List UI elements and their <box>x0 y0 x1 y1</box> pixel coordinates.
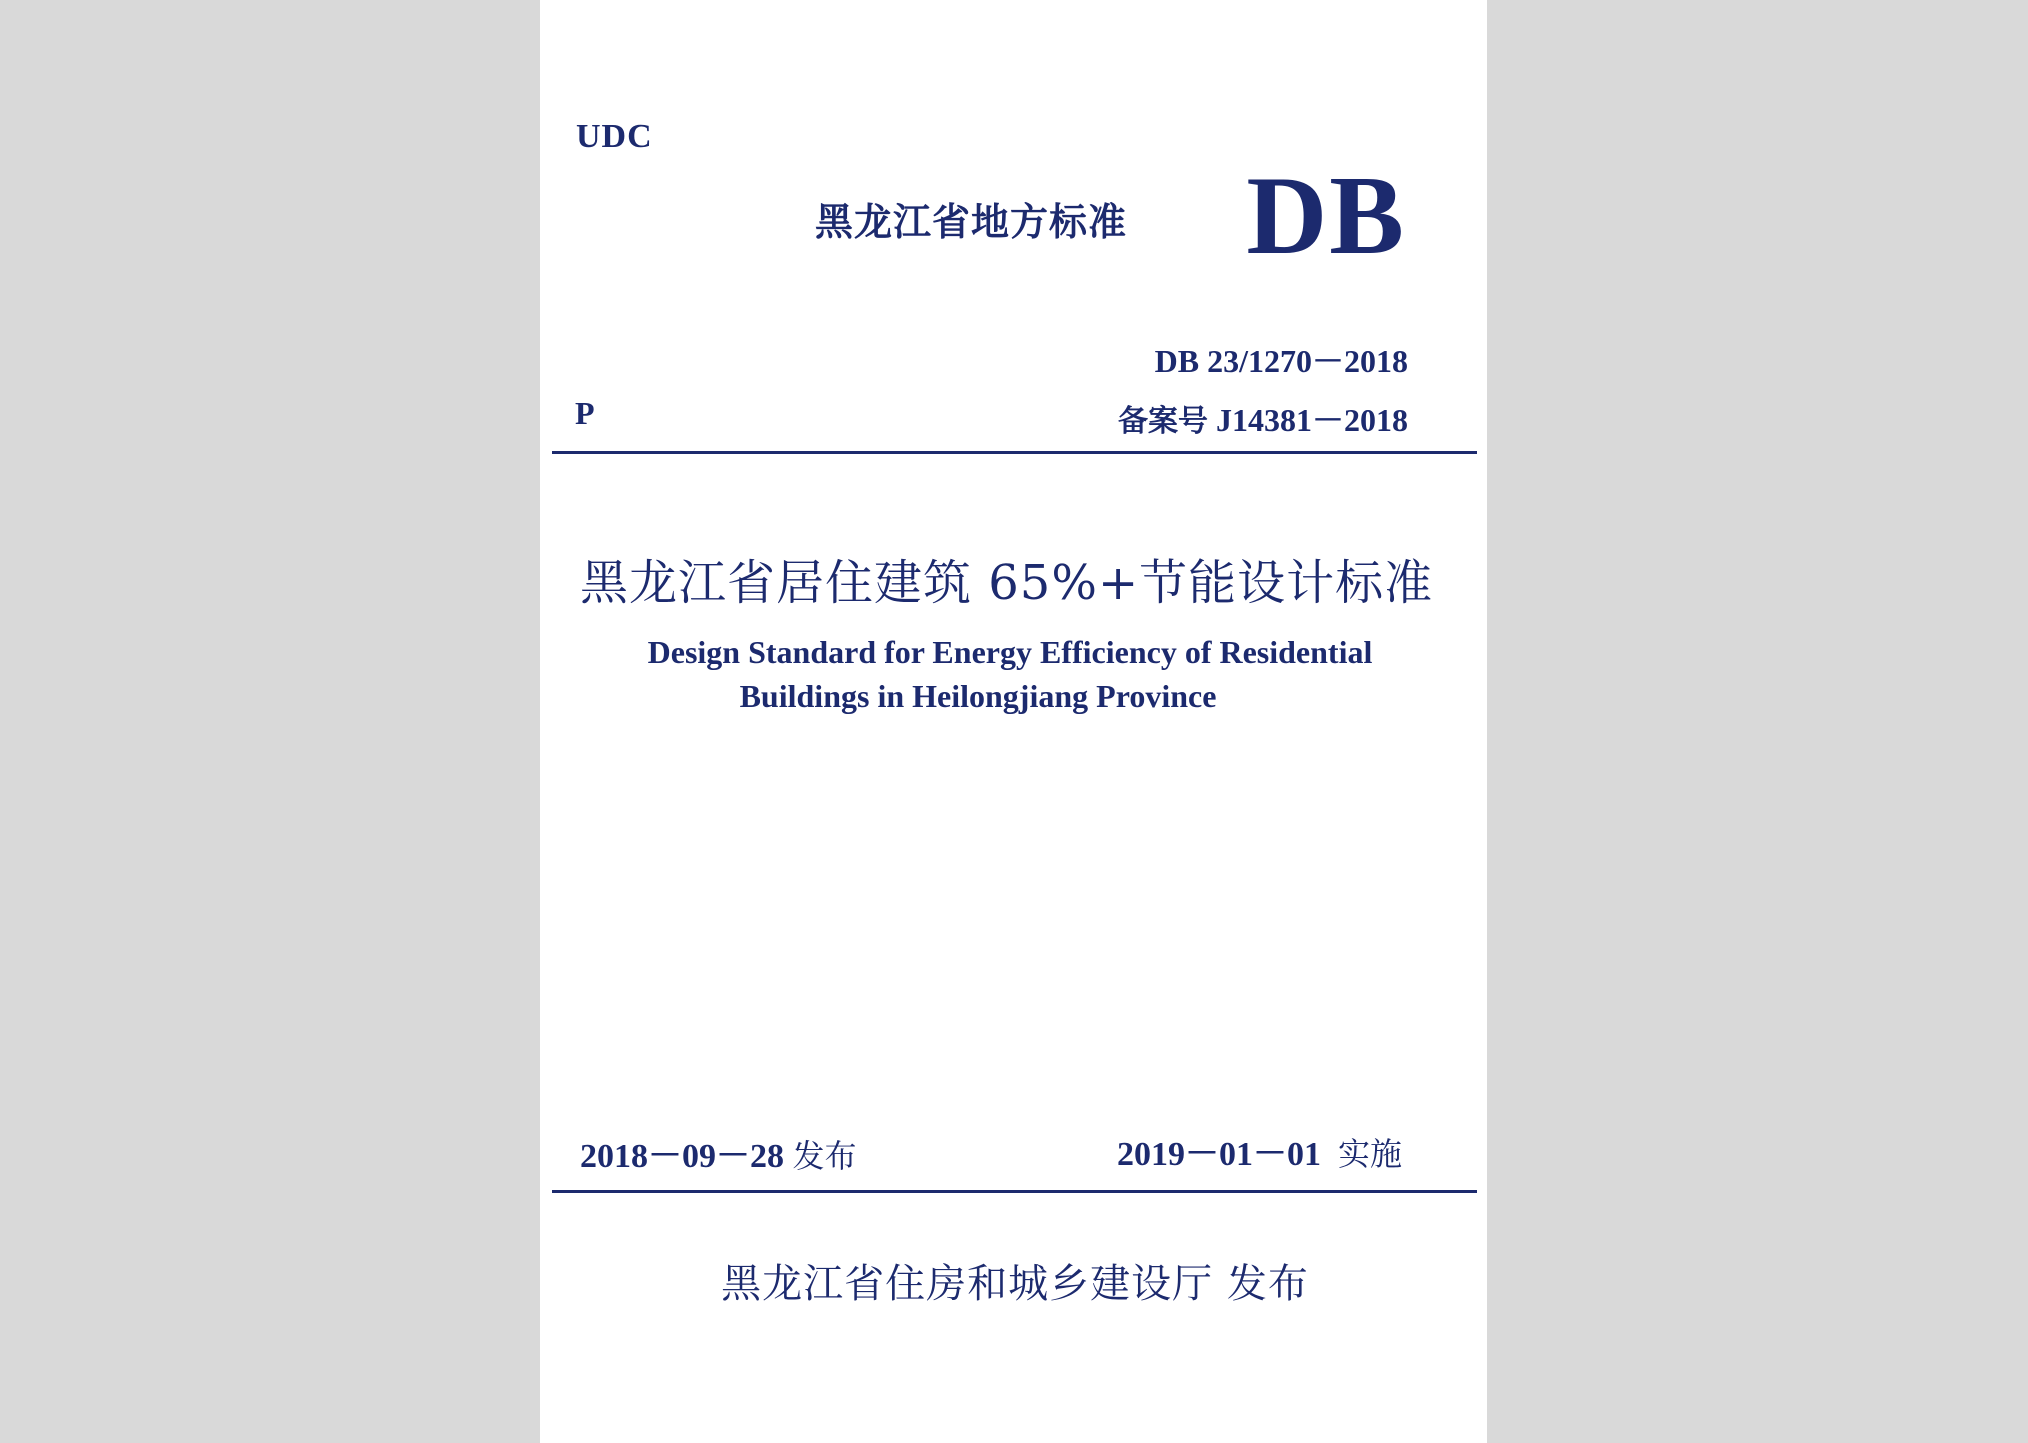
record-number <box>1118 395 1408 441</box>
bottom-divider <box>552 1190 1477 1193</box>
issue-label: 发布 <box>792 1137 857 1175</box>
implementation-label: 实施 <box>1337 1135 1402 1173</box>
top-divider <box>552 451 1477 454</box>
issue-date <box>580 1128 857 1177</box>
document-cover <box>540 0 1487 1443</box>
publisher: 黑龙江省住房和城乡建设厅 发布 <box>721 1261 1309 1307</box>
issue-date-value: 2018－09－28 <box>580 1138 784 1175</box>
title-english-line2: Buildings in Heilongjiang Province <box>739 678 1217 714</box>
record-number-value: J14381－2018 <box>1215 402 1408 438</box>
udc-label: UDC <box>576 118 653 155</box>
standard-number: DB 23/1270－2018 <box>1154 343 1408 379</box>
implementation-date <box>1117 1126 1402 1175</box>
classification-code: P <box>575 395 595 431</box>
title-english-line1: Design Standard for Energy Efficiency of Residential <box>647 634 1373 670</box>
record-label: 备案号 <box>1117 404 1208 439</box>
db-logo-mark: DB <box>1246 154 1406 278</box>
implementation-date-value: 2019－01－01 <box>1116 1136 1321 1173</box>
local-standard-label: 黑龙江省地方标准 <box>815 200 1128 244</box>
title-chinese: 黑龙江省居住建筑 65%+节能设计标准 <box>580 555 1434 611</box>
